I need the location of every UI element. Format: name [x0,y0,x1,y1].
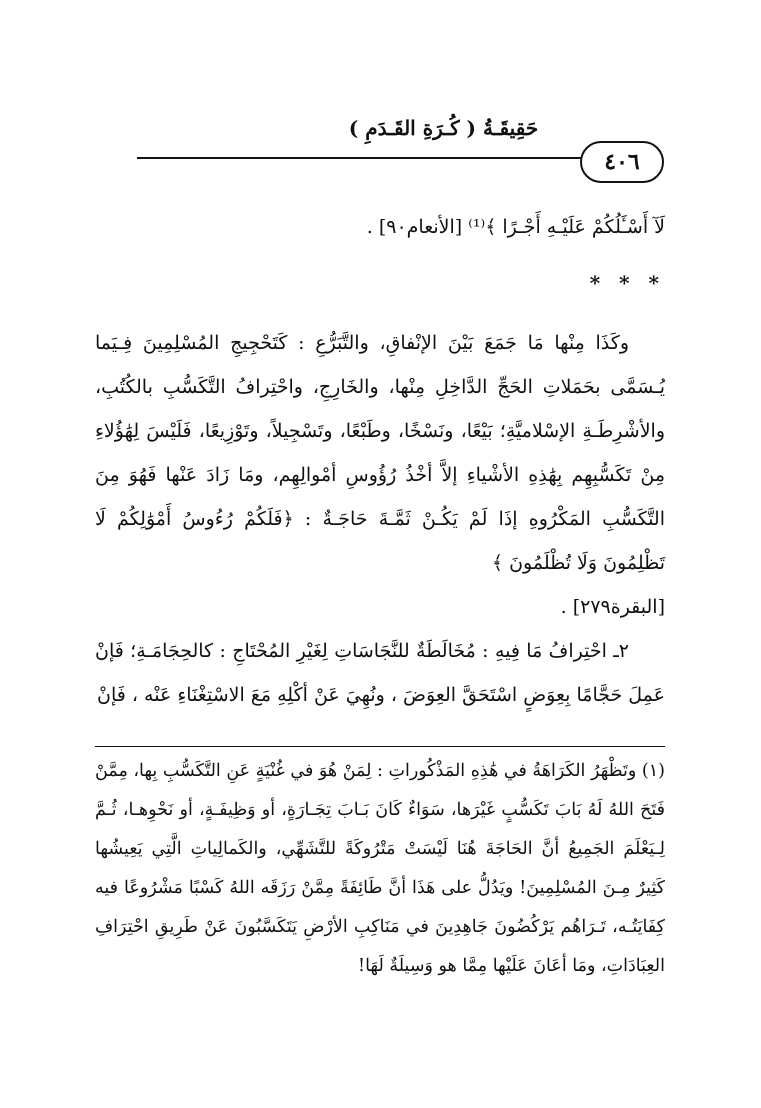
paragraph-2: ٢ـ احْتِرافُ مَا فِيهِ : مُخَالَطَةٌ للنَّجَاسَاتِ لِغَيْرِ المُحْتَاجِ : كالحِجَامَـةِ؛ فَإنْ عَمِلَ حَجَّامًا بِعِوَضٍ اسْتَحَقَّ العِوَضَ ، ونُهِيَ عَنْ أكْلِهِ مَعَ الاسْتِغْنَاءِ عَنْه ، فَإنْ [95,640,665,706]
paragraph-1: وكَذَا مِنْها مَا جَمَعَ بَيْنَ الإنْفاقِ، والتَّبَرُّعِ : كَتَحْجِيجِ المُسْلِمِينَ فِـيَما يُـسَمَّى بحَمَلاتِ الحَجِّ الدَّاخِلِ مِنْها، والخَارِجِ، واحْتِرافُ التَّكَسُّبِ بالكُتُبِ، والأشْرِطَـةِ الإسْلاميَّةِ؛ بَيْعًا، ونَسْخًا، وطَبْعًا، وتَسْجِيلاً، وتَوْزِيعًا، فَلَيْسَ لِهَٰؤُلاءِ مِنْ تَكَسُّبِهِم بِهَٰذِهِ الأشْياءِ إلاَّ أخْذُ رُؤُوسِ أمْوالِهِم، ومَا زَادَ عَنْها فَهُوَ مِنَ التَّكَسُّبِ المَكْرُوهِ إذَا لَمْ يَكُـنْ ثَمَّـةَ حَاجَـةٌ : ﴿فَلَكُمْ رُءُوسُ أَمْوَٰلِكُمْ لَا تَظْلِمُونَ وَلَا تُظْلَمُونَ ﴾ [95,332,665,574]
running-title: حَقِيقَـةُ ( كُـرَةِ القَـدَمِ ) [348,116,539,140]
footnote-1: (١) وتَظْهَرُ الكَرَاهَةُ في هَٰذِهِ المَذْكُوراتِ : لِمَنْ هُوَ في غُنْيَةٍ عَنِ التَّكَسُّبِ بِها، مِمَّنْ فَتَحَ اللهُ لَهُ بَابَ تَكَسُّبٍ غَيْرَها، سَوَاءٌ كَانَ بَـابَ تِجَـارَةٍ، أو وَظِيفَـةٍ، أو نَحْوِهـا، ثُـمَّ لِـيَعْلَمَ الجَمِيعُ أنَّ الحَاجَةَ هُنَا لَيْسَتْ مَتْرُوكَةً للتَّشَهِّي، والكَمالِياتِ الَّتِي يَعِيشُها كَثِيرٌ مِـنَ المُسْلِمِينَ! ويَدُلُّ على هَذَا أنَّ طَائِفَةً مِمَّنْ رَزَقَه اللهُ كَسْبًا مَشْرُوعًا فيه كِفَايَتُـه، تَـرَاهُم يَرْكُضُونَ جَاهِدِينَ في مَنَاكِبِ الأرْضِ يَتَكَسَّبُونَ عَنْ طَرِيقِ احْتِرَافِ العِبَادَاتِ، ومَا أعَانَ عَلَيْها مِمَّا هو وَسِيلَةٌ لَهَا! [95,761,665,976]
page-number: ٤٠٦ [580,141,664,183]
section-separator: * * * [589,271,665,295]
paragraph-1-reference: [البقرة٢٧٩] . [560,596,665,618]
quran-quote-line: لَآ أَسْـَٔلُكُمْ عَلَيْـهِ أَجْـرًا ﴾⁽¹⁾ [الأنعام٩٠] . [366,216,665,238]
footnote-rule [95,746,665,747]
main-text [95,205,665,717]
footnotes [95,752,665,986]
